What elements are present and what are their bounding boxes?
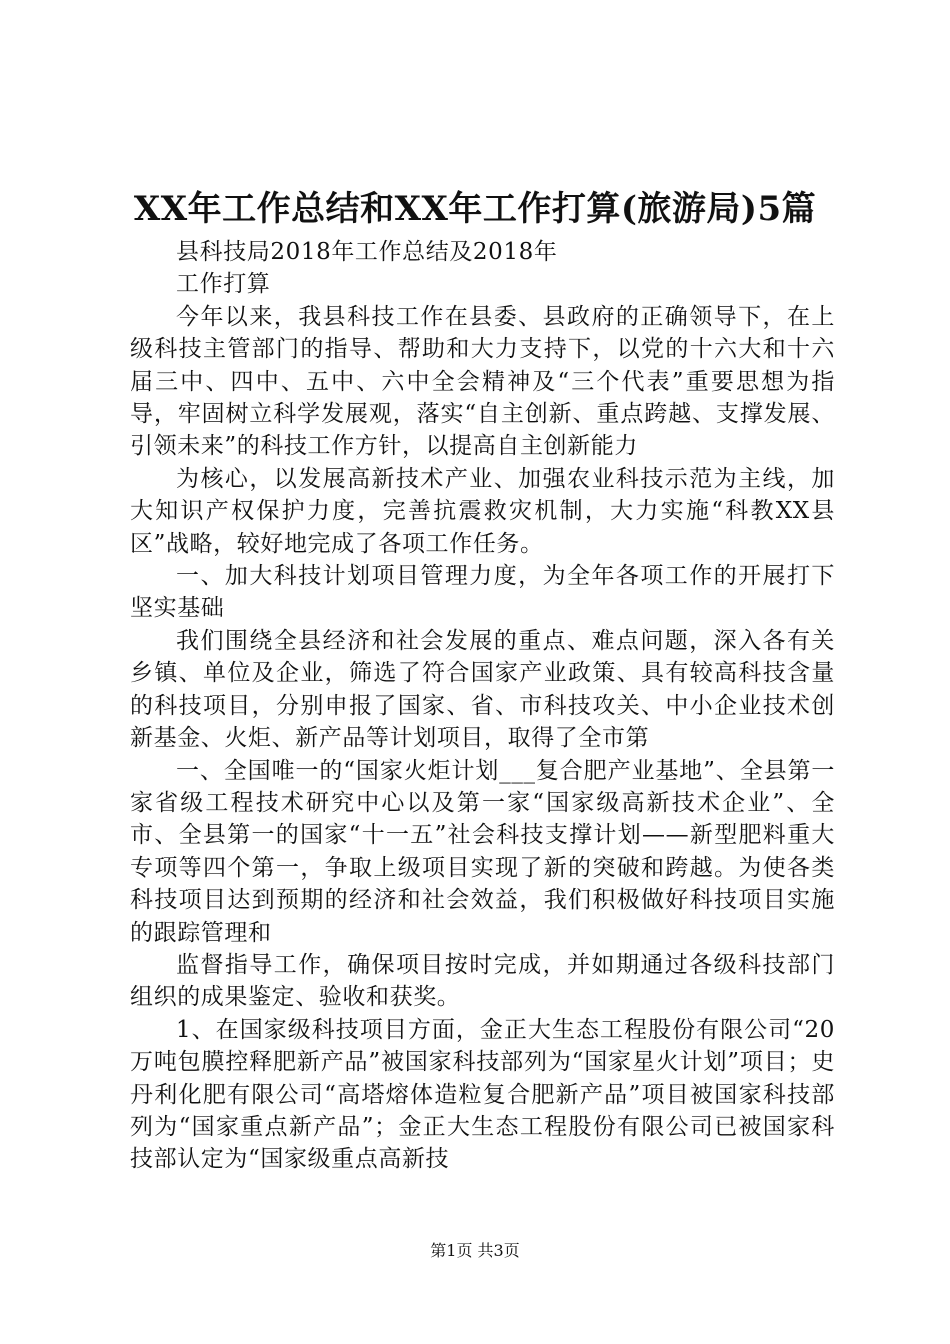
page-indicator: 第1页 共3页 — [430, 1241, 520, 1260]
paragraph-intro: 今年以来，我县科技工作在县委、县政府的正确领导下，在上级科技主管部门的指导、帮助和大力支持下，以党的十六大和十六届三中、四中、五中、六中全会精神及“三个代表”重要思想为指导，牢固树立科学发展观，落实“自主创新、重点跨越、支撑发展、引领未来”的科技工作方针，以提高自主创新能力 — [130, 303, 835, 460]
document-title: XX年工作总结和XX年工作打算(旅游局)5篇 — [133, 189, 817, 229]
paragraph-subtitle-line-2: 工作打算 — [176, 271, 271, 298]
paragraph-national-projects: 1、在国家级科技项目方面，金正大生态工程股份有限公司“20万吨包膜控释肥新产品”被国家科技部列为“国家星火计划”项目；史丹利化肥有限公司“高塔熔体造粒复合肥新产品”项目被国家科技部列为“国家重点新产品”；金正大生态工程股份有限公司已被国家科技部认定为“国家级重点高新技 — [130, 1016, 835, 1173]
document-body — [130, 236, 835, 1176]
paragraph-supervision: 监督指导工作，确保项目按时完成，并如期通过各级科技部门组织的成果鉴定、验收和获奖。 — [130, 951, 835, 1011]
paragraph-projects: 我们围绕全县经济和社会发展的重点、难点问题，深入各有关乡镇、单位及企业，筛选了符合国家产业政策、具有较高科技含量的科技项目，分别申报了国家、省、市科技攻关、中小企业技术创新基金、火炬、新产品等计划项目，取得了全市第 — [130, 627, 835, 752]
paragraph-core: 为核心，以发展高新技术产业、加强农业科技示范为主线，加大知识产权保护力度，完善抗震救灾机制，大力实施“科教XX县区”战略，较好地完成了各项工作任务。 — [130, 465, 835, 557]
paragraph-firsts: 一、全国唯一的“国家火炬计划___复合肥产业基地”、全县第一家省级工程技术研究中心以及第一家“国家级高新技术企业”、全市、全县第一的国家“十一五”社会科技支撑计划——新型肥料重大专项等四个第一，争取上级项目实现了新的突破和跨越。为使各类科技项目达到预期的经济和社会效益，我们积极做好科技项目实施的跟踪管理和 — [130, 757, 835, 946]
paragraph-section-heading-1: 一、加大科技计划项目管理力度，为全年各项工作的开展打下坚实基础 — [130, 563, 835, 622]
paragraph-subtitle-line-1: 县科技局2018年工作总结及2018年 — [176, 239, 558, 265]
